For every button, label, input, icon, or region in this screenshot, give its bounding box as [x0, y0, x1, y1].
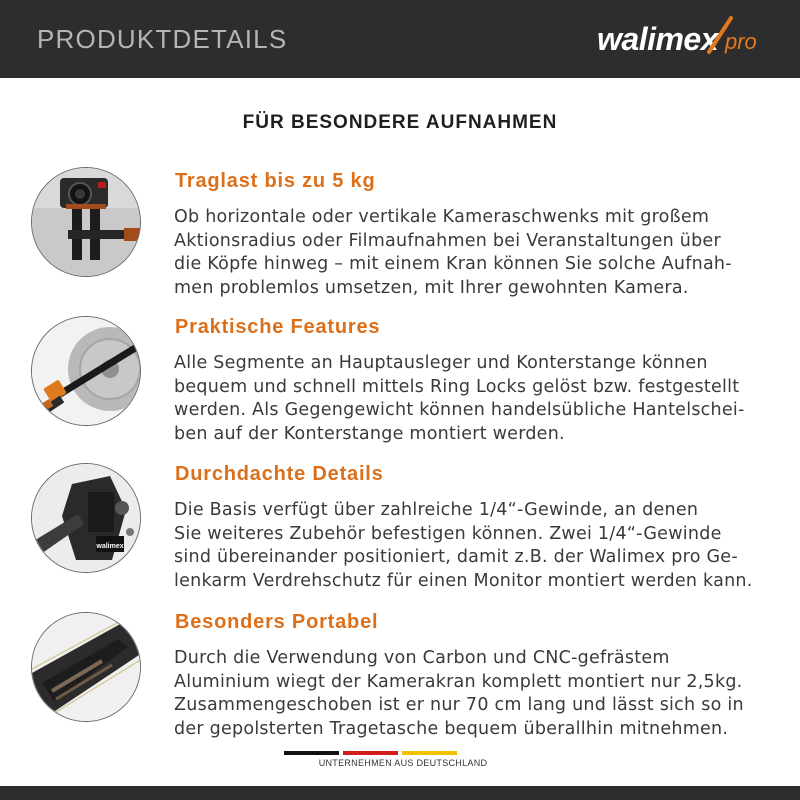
- feature-text-line: der gepolsterten Tragetasche bequem überallhin mitnehmen.: [174, 718, 729, 739]
- brand-logo: [597, 18, 777, 62]
- flag-stripe-gold: [402, 751, 457, 755]
- feature-text-line: ben auf der Konterstange montiert werden.: [174, 423, 565, 444]
- feature-text-line: Sie weiteres Zubehör befestigen können. Zwei 1/4“-Gewinde: [174, 523, 722, 544]
- flag-stripe-black: [284, 751, 339, 755]
- header-bar: [0, 0, 800, 78]
- flag-stripe-red: [343, 751, 398, 755]
- feature-text-line: Die Basis verfügt über zahlreiche 1/4“-Gewinde, an denen: [174, 500, 699, 520]
- feature-title: Traglast bis zu 5 kg: [175, 170, 376, 192]
- base-logo-text: walimex: [96, 543, 124, 550]
- feature-text-line: sind übereinander positioniert, damit z.B. der Walimex pro Ge-: [174, 547, 738, 567]
- german-flag-stripes: [284, 751, 459, 756]
- feature-text-line: werden. Als Gegengewicht können handelsübliche Hantelschei-: [174, 400, 745, 420]
- feature-description: [174, 647, 744, 741]
- feature-text-line: Aluminium wiegt der Kamerakran komplett montiert nur 2,5kg.: [174, 671, 743, 692]
- feature-description: [174, 499, 753, 593]
- feature-text-line: lenkarm Verdrehschutz für einen Monitor montiert werden kann.: [174, 570, 753, 591]
- crane-base-photo: [31, 463, 141, 573]
- feature-description: [174, 206, 732, 300]
- logo-suffix-text: pro: [725, 29, 757, 54]
- camera-on-crane-photo: [31, 167, 141, 277]
- made-in-germany-label: UNTERNEHMEN AUS DEUTSCHLAND: [318, 758, 488, 768]
- header-title: PRODUKTDETAILS: [37, 24, 288, 54]
- feature-text-line: bequem und schnell mittels Ring Locks gelöst bzw. festgestellt: [174, 376, 740, 397]
- logo-brand-text: walimex: [597, 21, 719, 57]
- feature-text-line: Zusammengeschoben ist er nur 70 cm lang und lässt sich so in: [174, 695, 744, 715]
- section-heading: FÜR BESONDERE AUFNAHMEN: [242, 112, 558, 133]
- feature-title: Durchdachte Details: [175, 463, 384, 485]
- feature-text-line: Alle Segmente an Hauptausleger und Konterstange können: [174, 353, 708, 373]
- feature-title: Besonders Portabel: [175, 611, 379, 633]
- feature-text-line: Durch die Verwendung von Carbon und CNC-gefrästem: [174, 648, 670, 668]
- feature-text-line: Aktionsradius oder Filmaufnahmen bei Veranstaltungen über: [174, 230, 721, 251]
- feature-title: Praktische Features: [175, 316, 381, 338]
- counterweight-ring-lock-photo: [31, 316, 141, 426]
- feature-description: [174, 352, 745, 446]
- feature-text-line: men problemlos umsetzen, mit Ihrer gewohnten Kamera.: [174, 277, 689, 298]
- carry-bag-photo: [31, 612, 141, 722]
- feature-text-line: Ob horizontale oder vertikale Kameraschwenks mit großem: [174, 207, 710, 227]
- footer-bar: [0, 786, 800, 800]
- feature-text-line: die Köpfe hinweg – mit einem Kran können Sie solche Aufnah-: [174, 254, 732, 274]
